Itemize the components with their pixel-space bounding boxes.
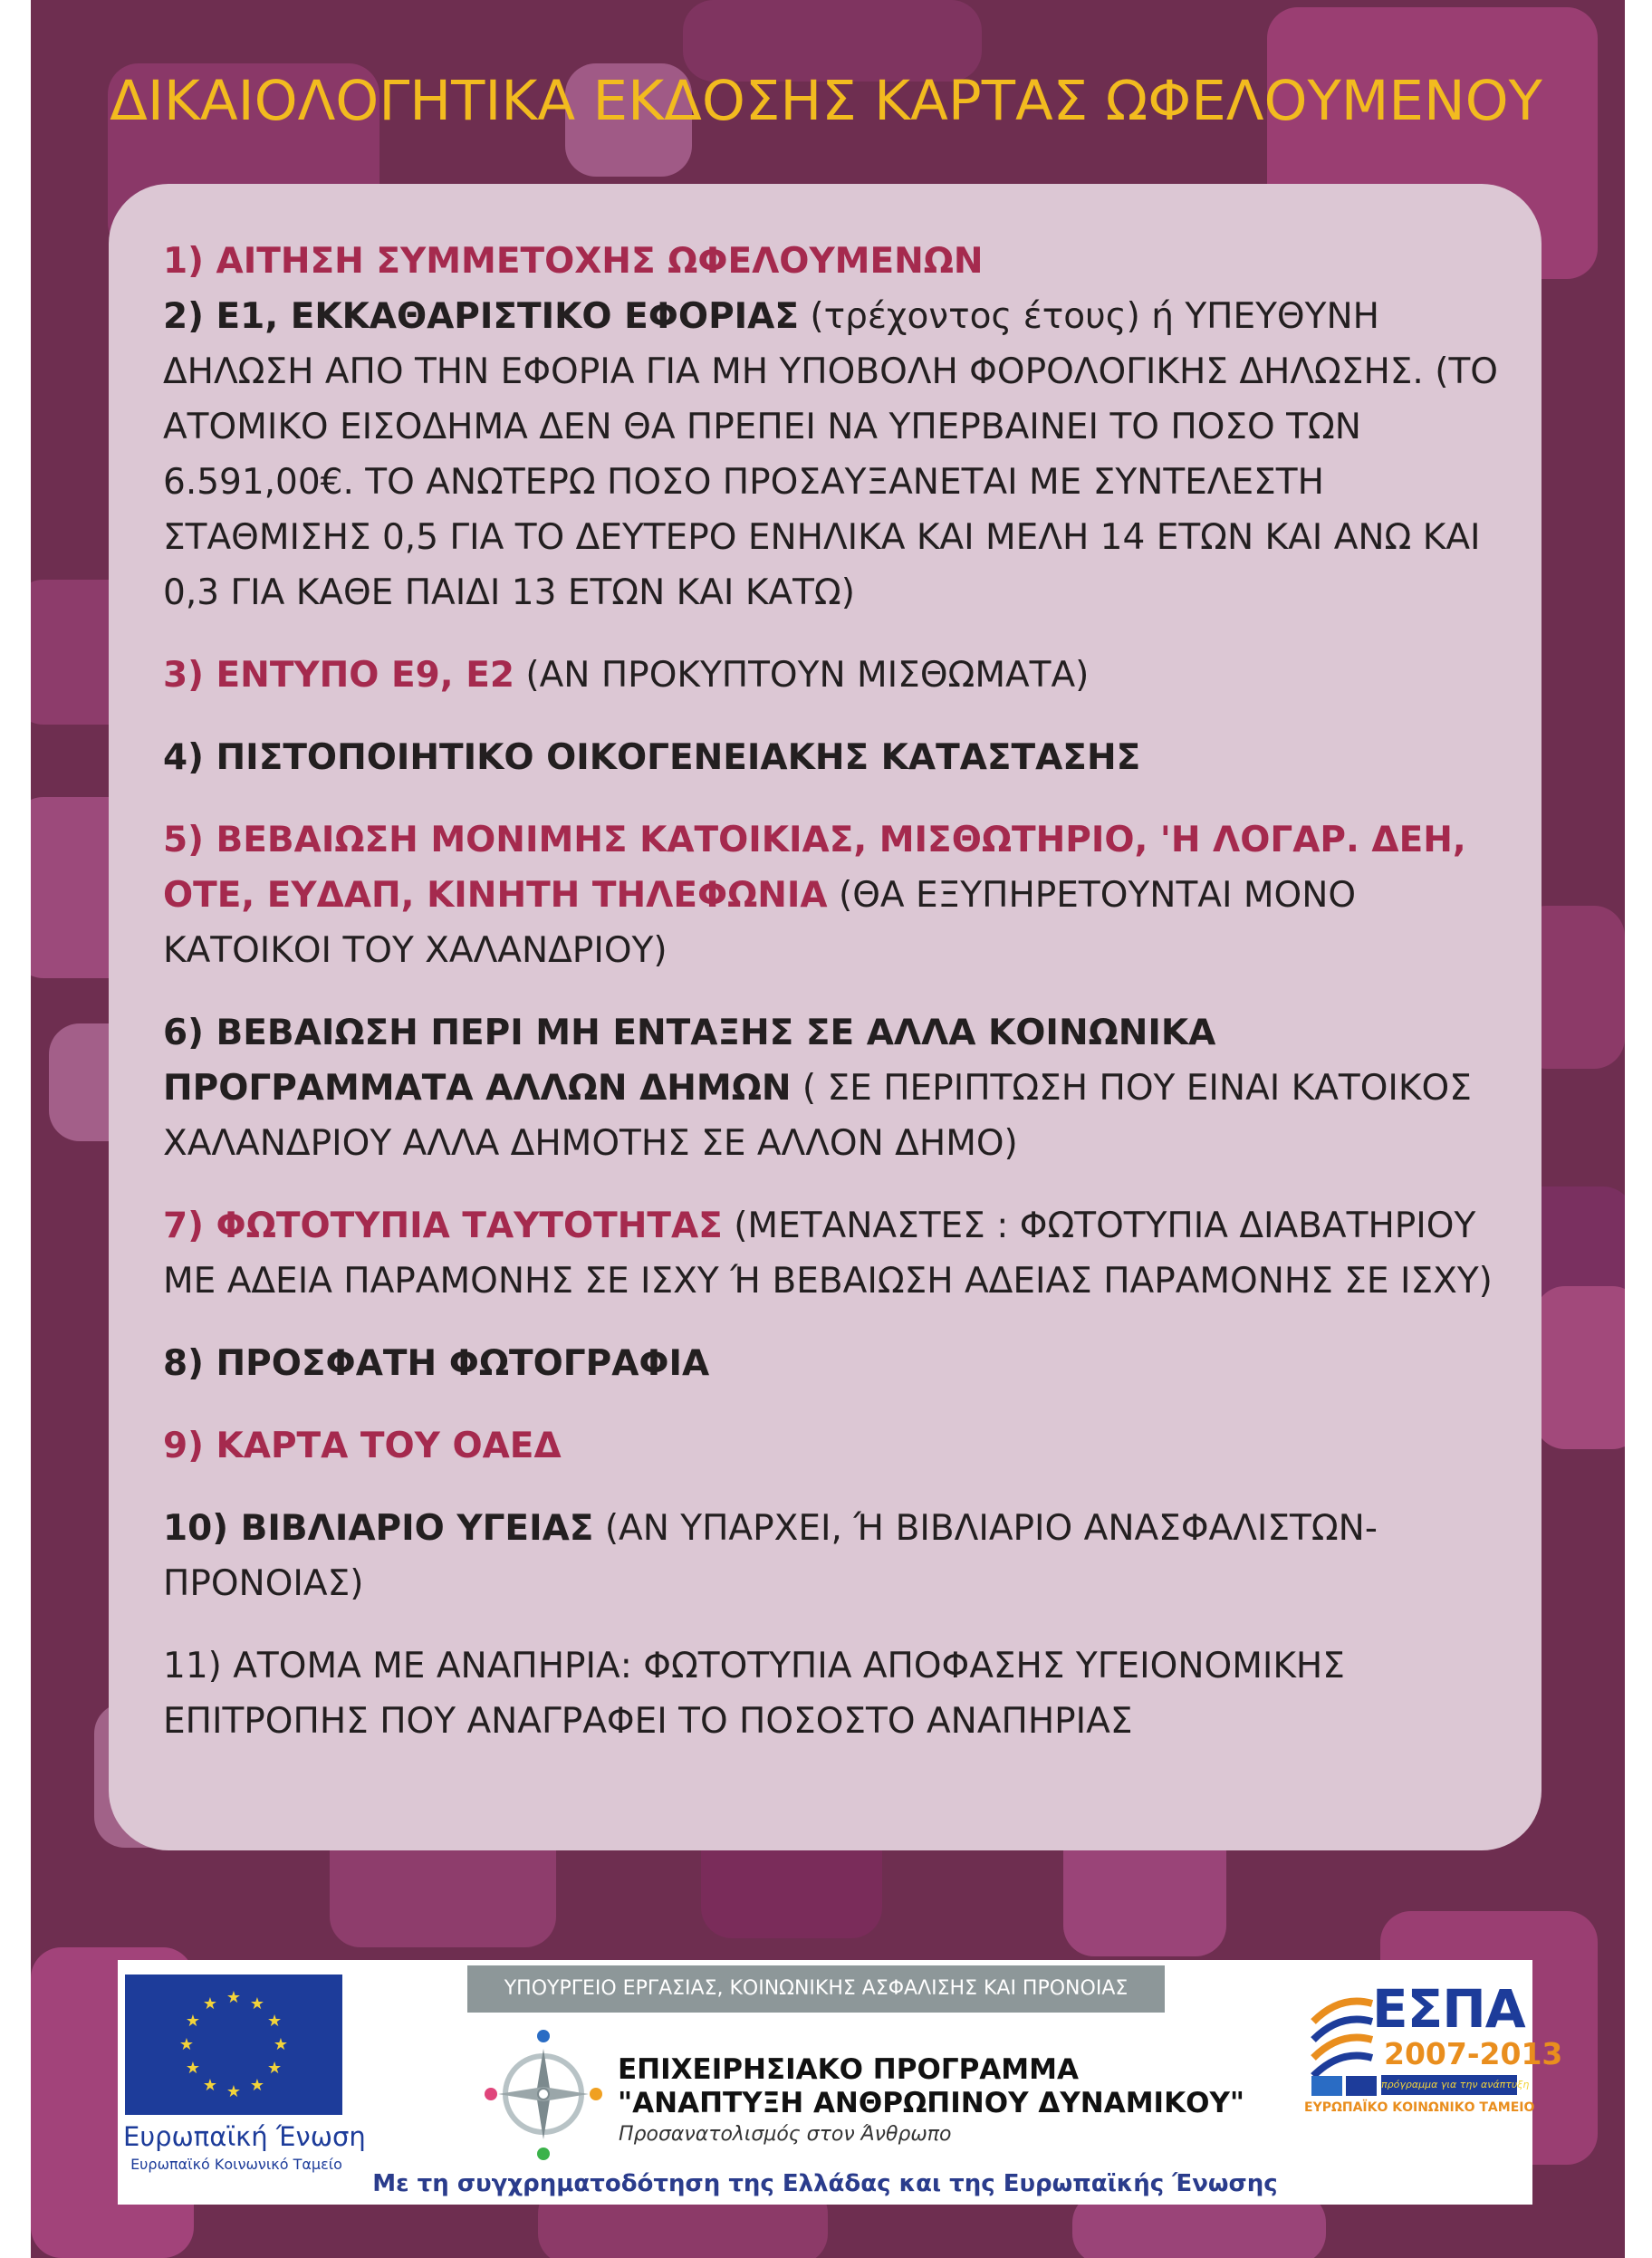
list-item	[163, 648, 1522, 703]
eu-star-icon: ★	[249, 2076, 265, 2096]
eu-star-icon: ★	[249, 1994, 265, 2013]
item-lead: 3) ΕΝΤΥΠΟ Ε9, Ε2	[163, 655, 514, 696]
eu-name: Ευρωπαϊκή Ένωση	[123, 2121, 366, 2152]
eu-star-icon: ★	[202, 2076, 218, 2096]
eu-star-icon: ★	[185, 2012, 201, 2031]
item-lead: 9) ΚΑΡΤΑ ΤΟΥ ΟΑΕΔ	[163, 1426, 562, 1466]
item-text: ( ΣΕ ΠΕΡΙΠΤΩΣΗ ΠΟΥ ΕΙΝΑΙ ΚΑΤΟΙΚΟΣ ΧΑΛΑΝΔΡΙΟΥ ΑΛΛΑ ΔΗΜΟΤΗΣ ΣΕ ΑΛΛΟΝ ΔΗΜΟ)	[163, 1068, 1472, 1164]
page-title: ΔΙΚΑΙΟΛΟΓΗΤΙΚΑ ΕΚΔΟΣΗΣ ΚΑΡΤΑΣ ΩΦΕΛΟΥΜΕΝΟΥ	[110, 69, 1542, 133]
item-lead: 6) ΒΕΒΑΙΩΣΗ ΠΕΡΙ ΜΗ ΕΝΤΑΞΗΣ ΣΕ ΑΛΛΑ ΚΟΙΝΩΝΙΚΑ ΠΡΟΓΡΑΜΜΑΤΑ ΑΛΛΩΝ ΔΗΜΩΝ	[163, 1013, 1216, 1109]
program-tagline: Προσανατολισμός στον Άνθρωπο	[619, 2123, 952, 2146]
eu-star-icon: ★	[178, 2035, 195, 2054]
list-item	[163, 730, 1522, 785]
item-text: (ΑΝ ΥΠΑΡΧΕΙ, Ή ΒΙΒΛΙΑΡΙΟ ΑΝΑΣΦΑΛΙΣΤΩΝ-ΠΡΟΝΟΙΑΣ)	[163, 1508, 1378, 1604]
eu-fund: Ευρωπαϊκό Κοινωνικό Ταμείο	[130, 2156, 342, 2173]
eu-star-icon: ★	[185, 2059, 201, 2078]
list-item	[163, 812, 1522, 978]
item-text: (ΘΑ ΕΞΥΠΗΡΕΤΟΥΝΤΑΙ ΜΟΝΟ ΚΑΤΟΙΚΟΙ ΤΟΥ ΧΑΛΑΝΔΡΙΟΥ)	[163, 875, 1357, 971]
item-lead: 10) ΒΙΒΛΙΑΡΙΟ ΥΓΕΙΑΣ	[163, 1508, 594, 1549]
espa-years: 2007-2013	[1384, 2036, 1563, 2071]
eu-flag-icon	[125, 1975, 342, 2115]
decor-square	[1534, 1286, 1625, 1449]
program-title-line2: "ΑΝΑΠΤΥΞΗ ΑΝΘΡΩΠΙΝΟΥ ΔΥΝΑΜΙΚΟΥ"	[618, 2087, 1245, 2119]
item-text: (τρέχοντος έτους) ή ΥΠΕΥΘΥΝΗ ΔΗΛΩΣΗ ΑΠΟ ΤΗΝ ΕΦΟΡΙΑ ΓΙΑ ΜΗ ΥΠΟΒΟΛΗ ΦΟΡΟΛΟΓΙΚΗΣ ΔΗΛΩΣΗΣ. (ΤΟ ΑΤΟΜΙΚΟ ΕΙΣΟΔΗΜΑ ΔΕΝ ΘΑ ΠΡΕΠΕΙ ΝΑ ΥΠΕΡΒΑΙΝΕΙ ΤΟ ΠΟΣΟ ΤΩΝ 6.591,00€. ΤΟ ΑΝΩΤΕΡΩ ΠΟΣΟ ΠΡΟΣΑΥΞΑΝΕΤΑΙ ΜΕ ΣΥΝΤΕΛΕΣΤΗ ΣΤΑΘΜΙΣΗΣ 0,5 ΓΙΑ ΤΟ ΔΕΥΤΕΡΟ ΕΝΗΛΙΚΑ ΚΑΙ ΜΕΛΗ 14 ΕΤΩΝ ΚΑΙ ΑΝΩ ΚΑΙ 0,3 ΓΙΑ ΚΑΘΕ ΠΑΙΔΙ 13 ΕΤΩΝ ΚΑΙ ΚΑΤΩ)	[163, 296, 1498, 613]
item-lead: 8) ΠΡΟΣΦΑΤΗ ΦΩΤΟΓΡΑΦΙΑ	[163, 1343, 710, 1384]
list-item	[163, 1418, 1522, 1474]
requirements-list	[163, 234, 1522, 1776]
item-lead: 4) ΠΙΣΤΟΠΟΙΗΤΙΚΟ ΟΙΚΟΓΕΝΕΙΑΚΗΣ ΚΑΤΑΣΤΑΣΗΣ	[163, 737, 1141, 778]
cofunding-note: Με τη συγχρηματοδότηση της Ελλάδας και της Ευρωπαϊκής Ένωσης	[372, 2170, 1278, 2197]
list-item	[163, 234, 1522, 289]
eu-star-icon: ★	[266, 2059, 283, 2078]
list-item	[163, 1198, 1522, 1309]
espa-fund: ΕΥΡΩΠΑΪΚΟ ΚΟΙΝΩΝΙΚΟ ΤΑΜΕΙΟ	[1304, 2100, 1535, 2115]
item-lead: 7) ΦΩΤΟΤΥΠΙΑ ΤΑΥΤΟΤΗΤΑΣ	[163, 1206, 723, 1246]
list-item	[163, 1005, 1522, 1171]
item-lead: 5) ΒΕΒΑΙΩΣΗ ΜΟΝΙΜΗΣ ΚΑΤΟΙΚΙΑΣ, ΜΙΣΘΩΤΗΡΙΟ, 'Η ΛΟΓΑΡ. ΔΕΗ, ΟΤΕ, ΕΥΔΑΠ, ΚΙΝΗΤΗ ΤΗΛΕΦΩΝΙΑ	[163, 820, 1466, 916]
espa-logo-word: ΕΣΠΑ	[1372, 1978, 1525, 2040]
eu-star-icon: ★	[226, 2082, 242, 2101]
eu-star-icon: ★	[273, 2035, 289, 2054]
program-title-line1: ΕΠΙΧΕΙΡΗΣΙΑΚΟ ΠΡΟΓΡΑΜΜΑ	[618, 2053, 1079, 2086]
item-lead: 1) ΑΙΤΗΣΗ ΣΥΜΜΕΤΟΧΗΣ ΩΦΕΛΟΥΜΕΝΩΝ	[163, 241, 984, 282]
list-item	[163, 1501, 1522, 1611]
compass-icon	[480, 2022, 607, 2167]
item-text: (ΑΝ ΠΡΟΚΥΠΤΟΥΝ ΜΙΣΘΩΜΑΤΑ)	[514, 655, 1090, 696]
list-item	[163, 1336, 1522, 1391]
eu-star-icon: ★	[202, 1994, 218, 2013]
eu-star-icon: ★	[226, 1988, 242, 2007]
item-lead: 2) Ε1, ΕΚΚΑΘΑΡΙΣΤΙΚΟ ΕΦΟΡΙΑΣ	[163, 296, 799, 337]
ministry-banner: ΥΠΟΥΡΓΕΙΟ ΕΡΓΑΣΙΑΣ, ΚΟΙΝΩΝΙΚΗΣ ΑΣΦΑΛΙΣΗΣ ΚΑΙ ΠΡΟΝΟΙΑΣ	[467, 1965, 1165, 2013]
espa-tagline: πρόγραμμα για την ανάπτυξη	[1381, 2075, 1517, 2095]
list-item	[163, 1638, 1522, 1749]
item-text: (ΜΕΤΑΝΑΣΤΕΣ : ΦΩΤΟΤΥΠΙΑ ΔΙΑΒΑΤΗΡΙΟΥ ΜΕ ΑΔΕΙΑ ΠΑΡΑΜΟΝΗΣ ΣΕ ΙΣΧΥ Ή ΒΕΒΑΙΩΣΗ ΑΔΕΙΑΣ ΠΑΡΑΜΟΝΗΣ ΣΕ ΙΣΧΥ)	[163, 1206, 1493, 1302]
item-text: 11) ΑΤΟΜΑ ΜΕ ΑΝΑΠΗΡΙΑ: ΦΩΤΟΤΥΠΙΑ ΑΠΟΦΑΣΗΣ ΥΓΕΙΟΝΟΜΙΚΗΣ ΕΠΙΤΡΟΠΗΣ ΠΟΥ ΑΝΑΓΡΑΦΕΙ ΤΟ ΠΟΣΟΣΤΟ ΑΝΑΠΗΡΙΑΣ	[163, 1646, 1345, 1742]
funding-footer	[118, 1960, 1563, 2205]
eu-stars-icon	[125, 1975, 342, 2115]
eu-star-icon: ★	[266, 2012, 283, 2031]
list-item	[163, 289, 1522, 620]
